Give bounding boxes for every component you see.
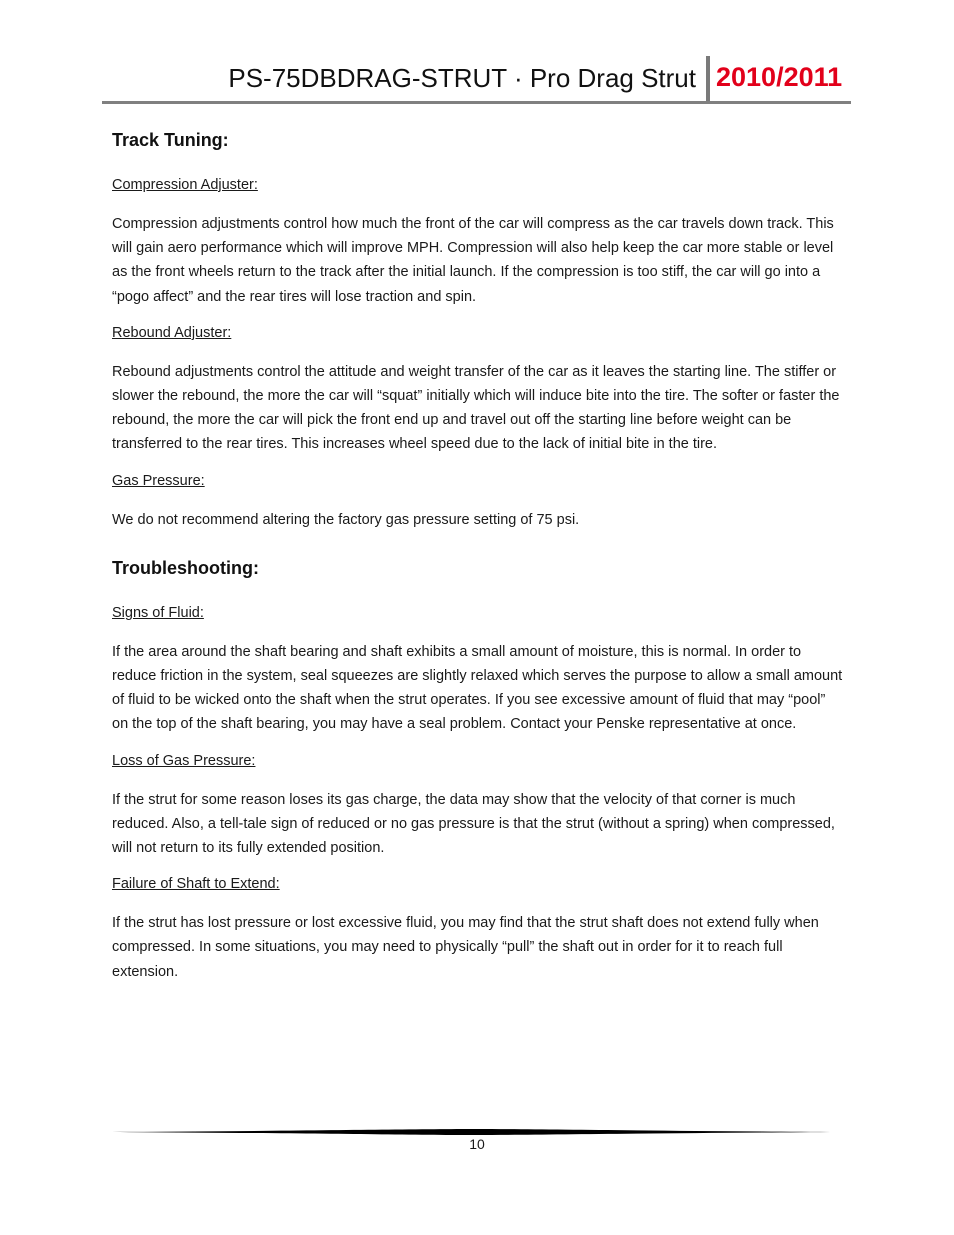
header-divider bbox=[706, 56, 710, 102]
page-number: 10 bbox=[469, 1136, 485, 1152]
subheading-signs-of-fluid: Signs of Fluid: bbox=[112, 604, 204, 621]
section-heading-track-tuning: Track Tuning: bbox=[112, 130, 229, 150]
subheading-compression-adjuster: Compression Adjuster: bbox=[112, 177, 258, 193]
section-heading-troubleshooting: Troubleshooting: bbox=[112, 557, 259, 578]
header-rule bbox=[102, 101, 851, 104]
subheading-failure-of-shaft-to-extend: Failure of Shaft to Extend: bbox=[112, 876, 280, 893]
paragraph-failure-of-shaft-to-extend: If the strut has lost pressure or lost excessive fluid, you may find that the strut shaft does not extend fully when compressed. In some situations, you may need to physically “pull” the shaft out in order for it to reach full extension. bbox=[112, 915, 819, 980]
paragraph-signs-of-fluid: If the area around the shaft bearing and shaft exhibits a small amount of moisture, this is normal. In order to reduce friction in the system, seal squeezes are slightly relaxed which serves the purpose to allow a small amount of fluid to be wicked onto the shaft when the strut operates. If you see excessive amount of fluid that may “pool” on the top of the shaft bearing, you may have a seal problem. Contact your Penske representative at once. bbox=[112, 643, 843, 733]
paragraph-gas-pressure: We do not recommend altering the factory gas pressure setting of 75 psi. bbox=[112, 511, 580, 528]
page-header bbox=[102, 54, 851, 104]
paragraph-compression-adjuster: Compression adjustments control how much the front of the car will compress as the car travels down track. This will gain aero performance which will improve MPH. Compression will also help keep the car more stable or level as the front wheels return to the track after the initial launch. If the compression is too stiff, the car will go into a “pogo affect” and the rear tires will lose traction and spin. bbox=[112, 216, 834, 305]
paragraph-loss-of-gas-pressure: If the strut for some reason loses its gas charge, the data may show that the velocity of that corner is much reduced. Also, a tell-tale sign of reduced or no gas pressure is that the strut (without a spring) when compressed, will not return to its fully extended position. bbox=[112, 791, 835, 857]
page-content bbox=[112, 126, 844, 997]
document-title: PS-75DBDRAG-STRUT · Pro Drag Strut bbox=[228, 63, 696, 93]
paragraph-rebound-adjuster: Rebound adjustments control the attitude and weight transfer of the car as it leaves the starting line. The stiffer or slower the rebound, the more the car will “squat” initially which will induce bite into the tire. The softer or faster the rebound, the more the car will pick the front end up and travel out off the starting line before weight can be transferred to the rear tires. This increases wheel speed due to the lack of initial bite in the tire. bbox=[112, 363, 840, 453]
subheading-loss-of-gas-pressure: Loss of Gas Pressure: bbox=[112, 752, 256, 769]
subheading-gas-pressure: Gas Pressure: bbox=[112, 472, 205, 489]
document-year: 2010/2011 bbox=[716, 62, 843, 92]
subheading-rebound-adjuster: Rebound Adjuster: bbox=[112, 324, 232, 341]
